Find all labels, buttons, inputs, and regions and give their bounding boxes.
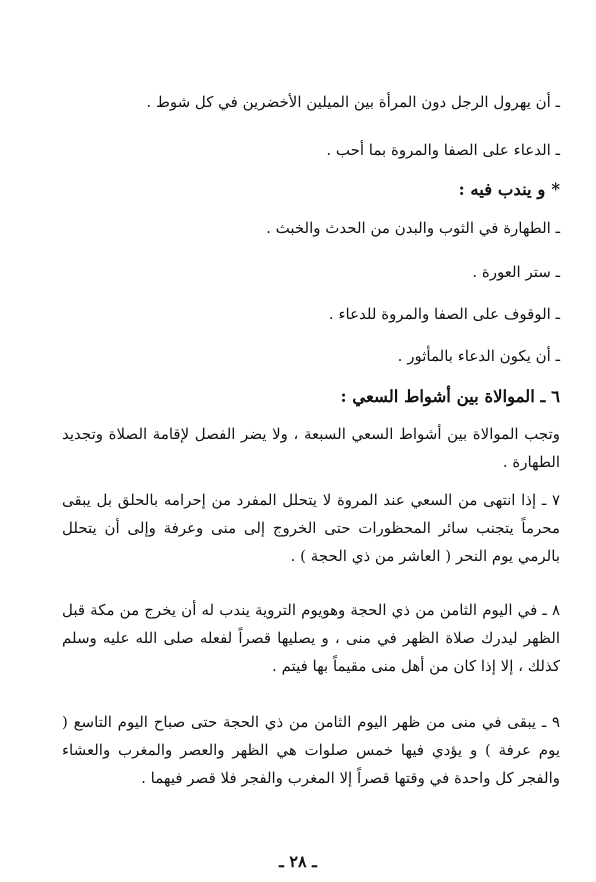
list-item: ـ الطهارة في الثوب والبدن من الحدث والخبث . [266,219,560,237]
list-item: ـ الدعاء على الصفا والمروة بما أحب . [326,141,560,159]
list-item: ـ أن يكون الدعاء بالمأثور . [397,347,560,365]
star-icon: * [551,180,560,199]
list-item: ـ ستر العورة . [472,263,560,281]
page-number: ـ ٢٨ ـ [279,852,317,871]
page-content [62,0,560,882]
section-heading-recommended [459,176,560,204]
paragraph-6: وتجب الموالاة بين أشواط السعي السبعة ، ولا يضر الفصل لإقامة الصلاة وتجديد الطهارة . [62,425,560,471]
paragraph-9: ٩ ـ يبقى في منى من ظهر اليوم الثامن من ذي الحجة حتى صباح اليوم التاسع ( يوم عرفة ) و يؤدي فيها خمس صلوات هي الظهر والعصر والمغرب والعشاء والفجر كل واحدة في وقتها قصراً إلا المغرب والفجر فلا قصر فيهما . [62,713,560,787]
paragraph-7: ٧ ـ إذا انتهى من السعي عند المروة لا يتحلل المفرد من إحرامه بالحلق بل يبقى محرماً يتجنب سائر المحظورات حتى الخروج إلى منى وعرفة وإلى أن يتحلل بالرمي يوم النحر ( العاشر من ذي الحجة ) . [62,491,560,565]
paragraph-8: ٨ ـ في اليوم الثامن من ذي الحجة وهويوم التروية يندب له أن يخرج من مكة قبل الظهر ليدرك صلاة الظهر في منى ، و يصليها قصراً لفعله صلى الله عليه وسلم كذلك ، إلا إذا كان من أهل منى مقيماً بها فيتم . [62,601,560,675]
section-title: و يندب فيه : [458,180,546,199]
list-item: ـ أن يهرول الرجل دون المرأة بين الميلين الأخضرين في كل شوط . [146,93,560,111]
heading-6: ٦ ـ الموالاة بين أشواط السعي : [340,387,560,406]
list-item: ـ الوقوف على الصفا والمروة للدعاء . [328,305,560,323]
